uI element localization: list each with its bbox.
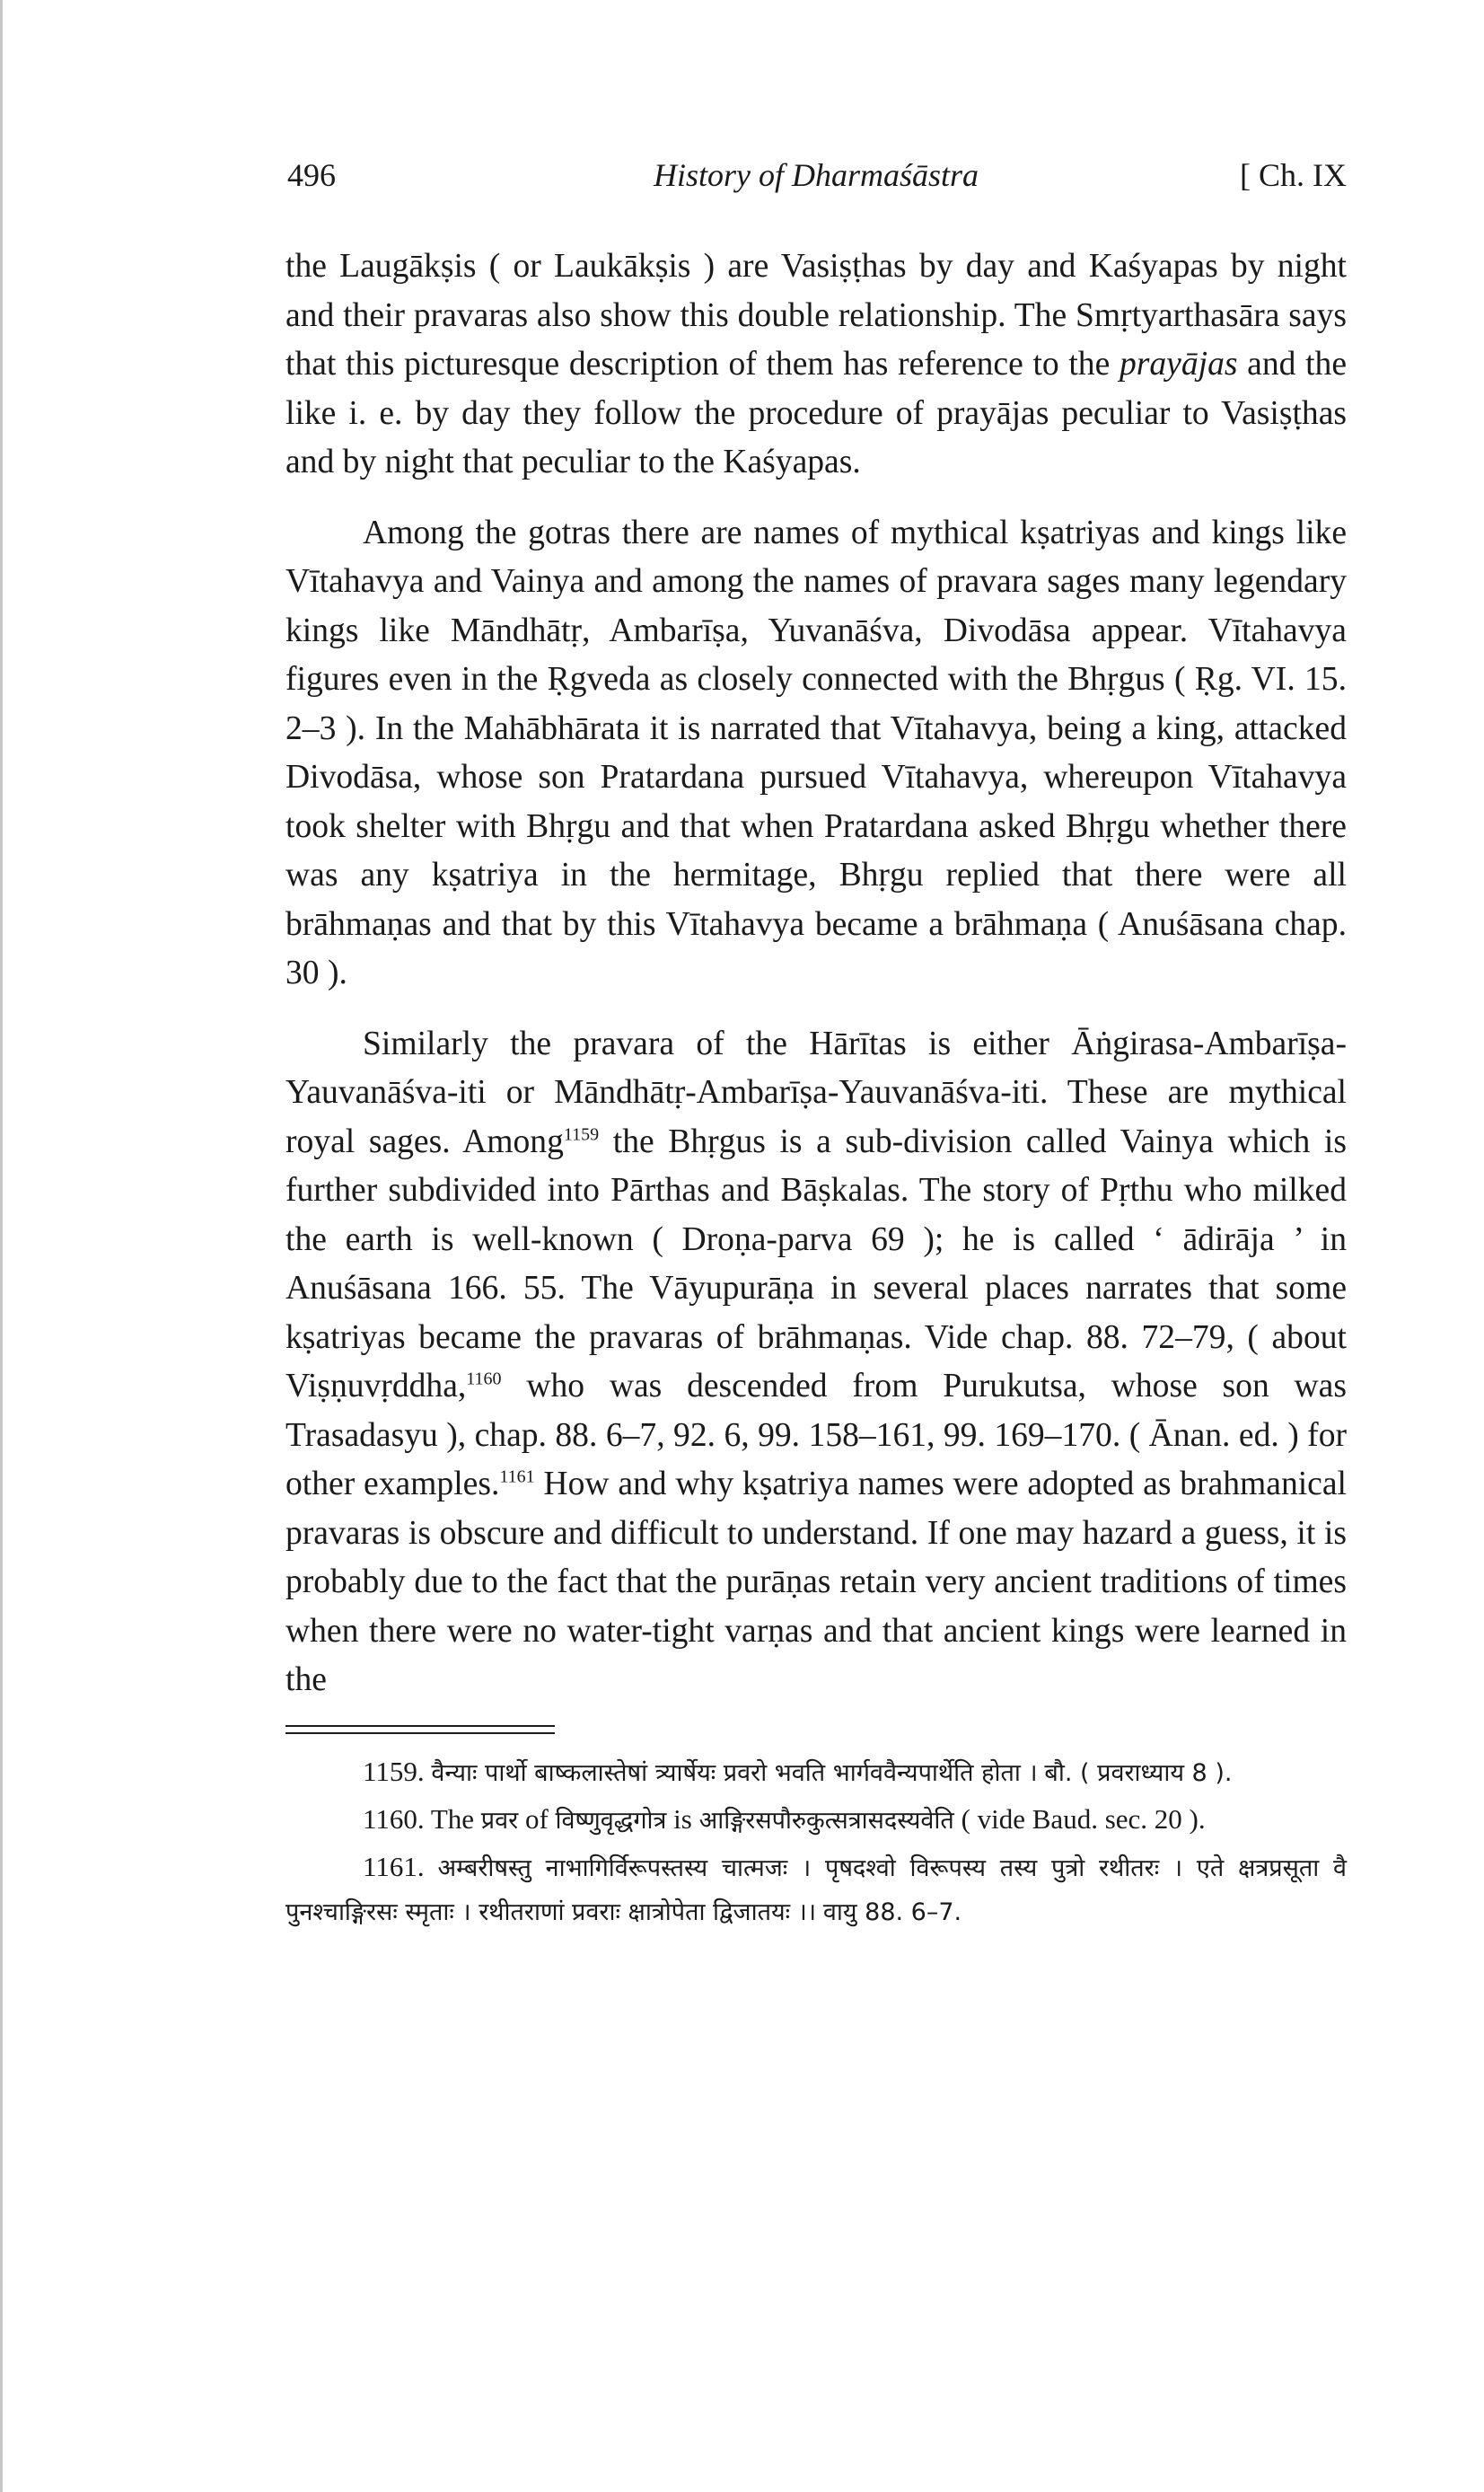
footnote-divider-second	[285, 1732, 555, 1734]
footnote-devanagari: वैन्याः पार्थो बाष्कलास्तेषां त्र्यार्षेयः प्रवरो भवति भार्गववैन्यपार्थेति होता ।	[431, 1758, 1038, 1787]
running-header	[285, 153, 1347, 198]
footnote-1161	[285, 1845, 1347, 1933]
p3-text-c: who was descended from Purukutsa, whose son was Trasadasyu ), chap. 88. 6–7, 92. 6, 99. 158–161, 99. 169–170. ( Ānan. ed. ) for other examples.	[285, 1368, 1347, 1502]
page-number: 496	[287, 157, 336, 193]
footnote-number: 1159.	[363, 1755, 425, 1787]
footnote-devanagari: आङ्गिरसपौरुकुत्सत्रासदस्यवेति	[698, 1806, 954, 1835]
footnote-text: of	[518, 1802, 556, 1835]
page-binding-edge	[0, 0, 3, 2492]
footnote-devanagari: अम्बरीषस्तु नाभागिर्विरूपस्तस्य चात्मजः । पृषदश्वो विरूपस्य तस्य पुत्रो रथीतरः । एते क्षत्रप्रसूता वै पुनश्चाङ्गिरसः स्मृताः । रथीतराणां प्रवराः क्षात्रोपेता द्विजातयः ।।	[285, 1854, 1347, 1926]
paragraph-1	[285, 242, 1347, 488]
footnote-text: is	[666, 1802, 699, 1835]
body-text	[285, 242, 1347, 1705]
paragraph-3	[285, 1020, 1347, 1705]
footnote-devanagari: विष्णुवृद्धगोत्र	[555, 1806, 667, 1835]
footnote-divider	[285, 1725, 555, 1727]
p3-text-b: the Bhṛgus is a sub-division called Vainya which is further subdivided into Pārthas and Bāṣkalas. The story of Pṛthu who milked the earth is well-known ( Droṇa-parva 69 ); he is called ‘ ādirāja ’ in Anuśāsana 166. 55. The Vāyupurāṇa in several places narrates that some kṣatriyas became the pravaras of brāhmaṇas. Vide chap. 88. 72–79, ( about Viṣṇuvṛddha,	[285, 1123, 1347, 1405]
footnote-text: The	[430, 1802, 481, 1835]
p1-text-b: and the like i. e. by day they follow the procedure of prayājas peculiar to Vasiṣṭhas and by night that peculiar to the Kaśyapas.	[285, 346, 1347, 480]
footnotes	[285, 1750, 1347, 1933]
footnote-number: 1161.	[363, 1850, 425, 1882]
footnote-text: ( vide Baud. sec. 20 ).	[953, 1802, 1206, 1835]
footnote-source: बौ. ( प्रवराध्याय 8 ).	[1044, 1758, 1233, 1787]
footnote-devanagari: प्रवर	[480, 1806, 519, 1835]
p1-italic-prayajas: prayājas	[1119, 346, 1238, 383]
p1-text-a: the Laugākṣis ( or Laukākṣis ) are Vasiṣṭhas by day and Kaśyapas by night and their pravaras also show this double relationship. The Smṛtyarthasāra says that this picturesque description of them has reference to the	[285, 248, 1347, 383]
p3-text-d: How and why kṣatriya names were adopted as brahmanical pravaras is obscure and difficult to understand. If one may hazard a guess, it is probably due to the fact that the purāṇas retain very ancient traditions of times when there were no water-tight varṇas and that ancient kings were learned in the	[285, 1466, 1347, 1698]
footnote-ref-1161[interactable]: 1161	[499, 1466, 535, 1487]
p3-text-a: Similarly the pravara of the Hārītas is either Āṅgirasa-Ambarīṣa-Yauvanāśva-iti or Māndhātṛ-Ambarīṣa-Yauvanāśva-iti. These are mythical royal sages. Among	[285, 1025, 1347, 1160]
footnote-number: 1160.	[363, 1802, 425, 1835]
footnote-1160	[285, 1798, 1347, 1842]
book-page	[285, 153, 1347, 1933]
running-title: History of Dharmaśāstra	[653, 157, 979, 193]
chapter-label: [ Ch. IX	[1240, 157, 1347, 193]
footnote-ref-1160[interactable]: 1160	[466, 1369, 502, 1389]
paragraph-2: Among the gotras there are names of mythical kṣatriyas and kings like Vītahavya and Vainya and among the names of pravara sages many legendary kings like Māndhātṛ, Ambarīṣa, Yuvanāśva, Divodāsa appear. Vītahavya figures even in the Ṛgveda as closely connected with the Bhṛgus ( Ṛg. VI. 15. 2–3 ). In the Mahābhārata it is narrated that Vītahavya, being a king, attacked Divodāsa, whose son Pratardana pursued Vītahavya, whereupon Vītahavya took shelter with Bhṛgu and that when Pratardana asked Bhṛgu whether there was any kṣatriya in the hermitage, Bhṛgu replied that there were all brāhmaṇas and that by this Vītahavya became a brāhmaṇa ( Anuśāsana chap. 30 ).	[285, 514, 1347, 991]
footnote-ref-1159[interactable]: 1159	[563, 1123, 600, 1144]
footnote-1159	[285, 1750, 1347, 1794]
footnote-source: वायु 88. 6–7.	[822, 1898, 962, 1926]
